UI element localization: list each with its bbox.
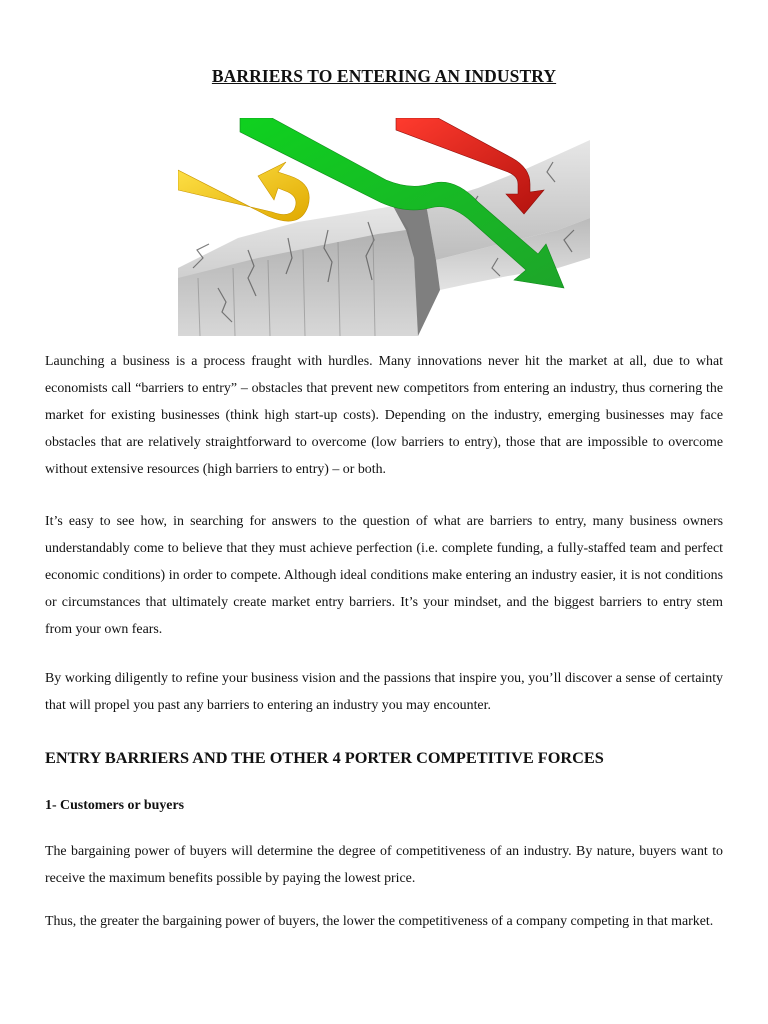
buyers-paragraph: The bargaining power of buyers will determine the degree of competitiveness of an industry. By nature, buyers want to receive the maximum benefits possible by paying the lowest price. <box>45 844 723 886</box>
arrows-over-crack-illustration <box>178 118 590 336</box>
mindset-paragraph: It’s easy to see how, in searching for answers to the question of what are barriers to entry, many business owners understandably come to believe that they must achieve perfection (i.e. complete funding, a fully-staffed team and perfect economic conditions) in order to compete. Although ideal conditions make entering an industry easier, it is not conditions or circumstances that ultimately create market entry barriers. It’s your mindset, and the biggest barriers to entry stem from your own fears. <box>45 514 723 637</box>
page-title: BARRIERS TO ENTERING AN INDUSTRY <box>211 66 557 86</box>
section-heading: ENTRY BARRIERS AND THE OTHER 4 PORTER COMPETITIVE FORCES <box>45 748 604 767</box>
subsection-heading: 1- Customers or buyers <box>45 798 185 813</box>
intro-paragraph: Launching a business is a process fraught with hurdles. Many innovations never hit the market at all, due to what economists call “barriers to entry” – obstacles that prevent new competitors from entering an industry, thus cornering the market for existing businesses (think high start-up costs). Depending on the industry, emerging businesses may face obstacles that are relatively straightforward to overcome (low barriers to entry), those that are impossible to overcome without extensive resources (high barriers to entry) – or both. <box>45 354 723 477</box>
buyers-conclusion-paragraph: Thus, the greater the bargaining power of buyers, the lower the competitiveness of a company competing in that market. <box>45 914 714 929</box>
vision-paragraph: By working diligently to refine your business vision and the passions that inspire you, you’ll discover a sense of certainty that will propel you past any barriers to entering an industry you may encounter. <box>45 671 723 713</box>
